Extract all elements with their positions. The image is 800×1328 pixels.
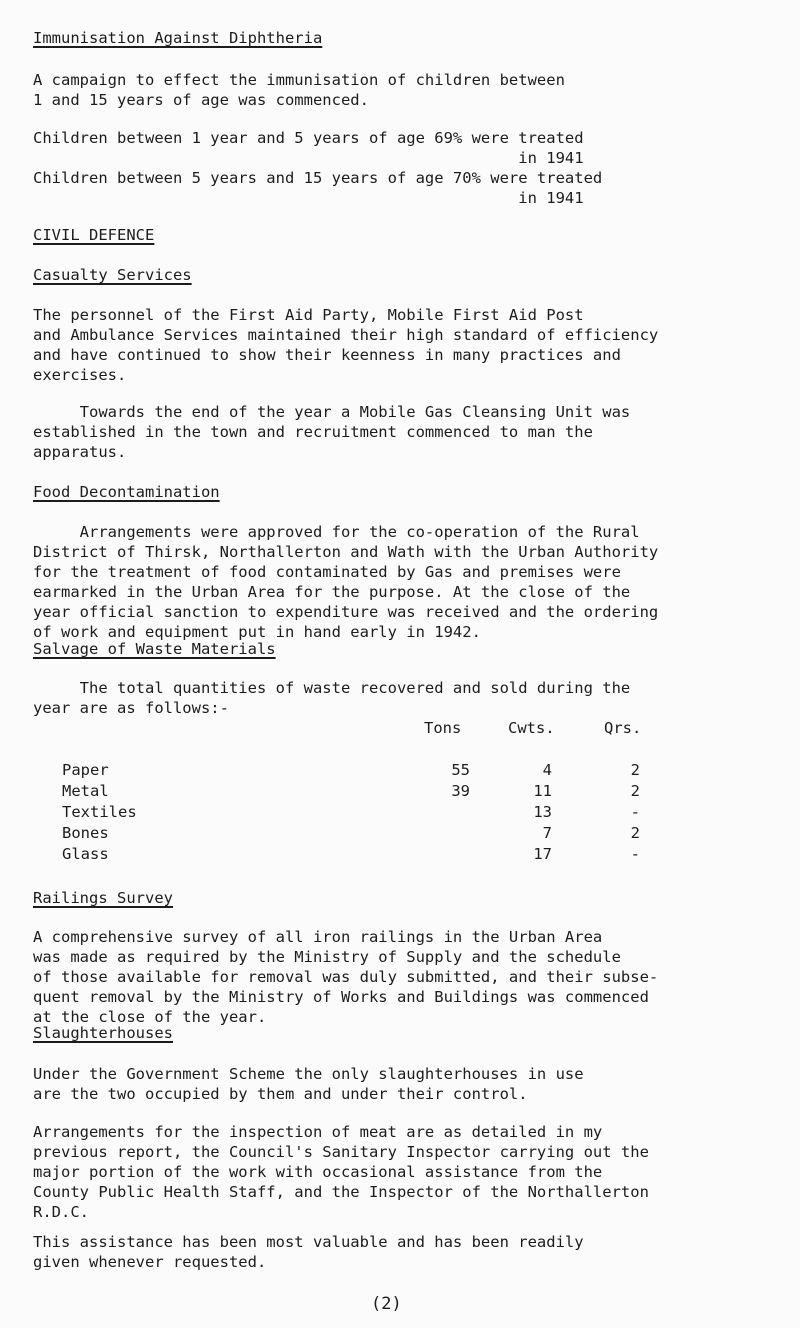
cwts-value: 17	[533, 845, 552, 863]
casualty-paragraph-2: Towards the end of the year a Mobile Gas Cleansing Unit was established in the town and recruitment commenced to man the apparatus.	[33, 403, 631, 461]
tons-value: 55	[451, 761, 470, 779]
cwts-value: 7	[542, 824, 552, 842]
salvage-table	[62, 718, 642, 865]
slaughterhouses-paragraph-2: Arrangements for the inspection of meat are as detailed in my previous report, the Council's Sanitary Inspector carrying out the major portion of the work with occasional assistance from the County Public Health Staff, and the Inspector of the Northallerton R.D.C.	[33, 1123, 649, 1221]
material-name: Textiles	[62, 803, 137, 821]
qrs-value: 2	[630, 782, 640, 800]
qrs-value: 2	[630, 761, 640, 779]
immunisation-stat-1: Children between 1 year and 5 years of age 69% were treated in 1941	[33, 129, 584, 167]
column-header-qrs: Qrs.	[604, 719, 642, 737]
page-number: (2)	[371, 1294, 402, 1314]
column-header-tons: Tons	[424, 719, 462, 737]
material-name: Paper	[62, 761, 109, 779]
immunisation-heading: Immunisation Against Diphtheria	[33, 29, 323, 47]
railings-survey-paragraph: A comprehensive survey of all iron railings in the Urban Area was made as required by the Ministry of Supply and the schedule of those available for removal was duly submitted, and their subse- quent removal by the Ministry of Works and Buildings was commenced at the close of the year.	[33, 928, 659, 1026]
column-header-cwts: Cwts.	[508, 719, 555, 737]
qrs-value: 2	[630, 824, 640, 842]
table-row	[62, 823, 642, 844]
slaughterhouses-paragraph-1: Under the Government Scheme the only slaughterhouses in use are the two occupied by them and under their control.	[33, 1065, 584, 1103]
qrs-value: -	[630, 845, 640, 863]
cwts-value: 11	[533, 782, 552, 800]
qrs-value: -	[630, 803, 640, 821]
table-row	[62, 844, 642, 865]
material-name: Metal	[62, 782, 109, 800]
casualty-paragraph-1: The personnel of the First Aid Party, Mobile First Aid Post and Ambulance Services maintained their high standard of efficiency and have continued to show their keenness in many practices and exercises.	[33, 306, 659, 384]
material-name: Bones	[62, 824, 109, 842]
food-decontamination-paragraph: Arrangements were approved for the co-operation of the Rural District of Thirsk, Northallerton and Wath with the Urban Authority for the treatment of food contaminated by Gas and premises were earmarked in the Urban Area for the purpose. At the close of the year official sanction to expenditure was received and the ordering of work and equipment put in hand early in 1942.	[33, 523, 659, 641]
material-name: Glass	[62, 845, 109, 863]
cwts-value: 13	[533, 803, 552, 821]
civil-defence-heading: CIVIL DEFENCE	[33, 226, 155, 244]
table-row	[62, 760, 642, 781]
cwts-value: 4	[542, 761, 552, 779]
salvage-intro: The total quantities of waste recovered and sold during the year are as follows:-	[33, 679, 631, 717]
casualty-services-heading: Casualty Services	[33, 266, 192, 284]
immunisation-intro: A campaign to effect the immunisation of children between 1 and 15 years of age was commenced.	[33, 71, 565, 109]
immunisation-stat-2: Children between 5 years and 15 years of age 70% were treated in 1941	[33, 169, 603, 207]
table-row	[62, 781, 642, 802]
food-decontamination-heading: Food Decontamination	[33, 483, 220, 501]
salvage-heading: Salvage of Waste Materials	[33, 640, 276, 658]
table-row	[62, 802, 642, 823]
slaughterhouses-heading: Slaughterhouses	[33, 1024, 173, 1042]
railings-survey-heading: Railings Survey	[33, 889, 173, 907]
tons-value: 39	[451, 782, 470, 800]
salvage-table-header	[62, 718, 642, 739]
slaughterhouses-paragraph-3: This assistance has been most valuable and has been readily given whenever requested.	[33, 1233, 584, 1271]
